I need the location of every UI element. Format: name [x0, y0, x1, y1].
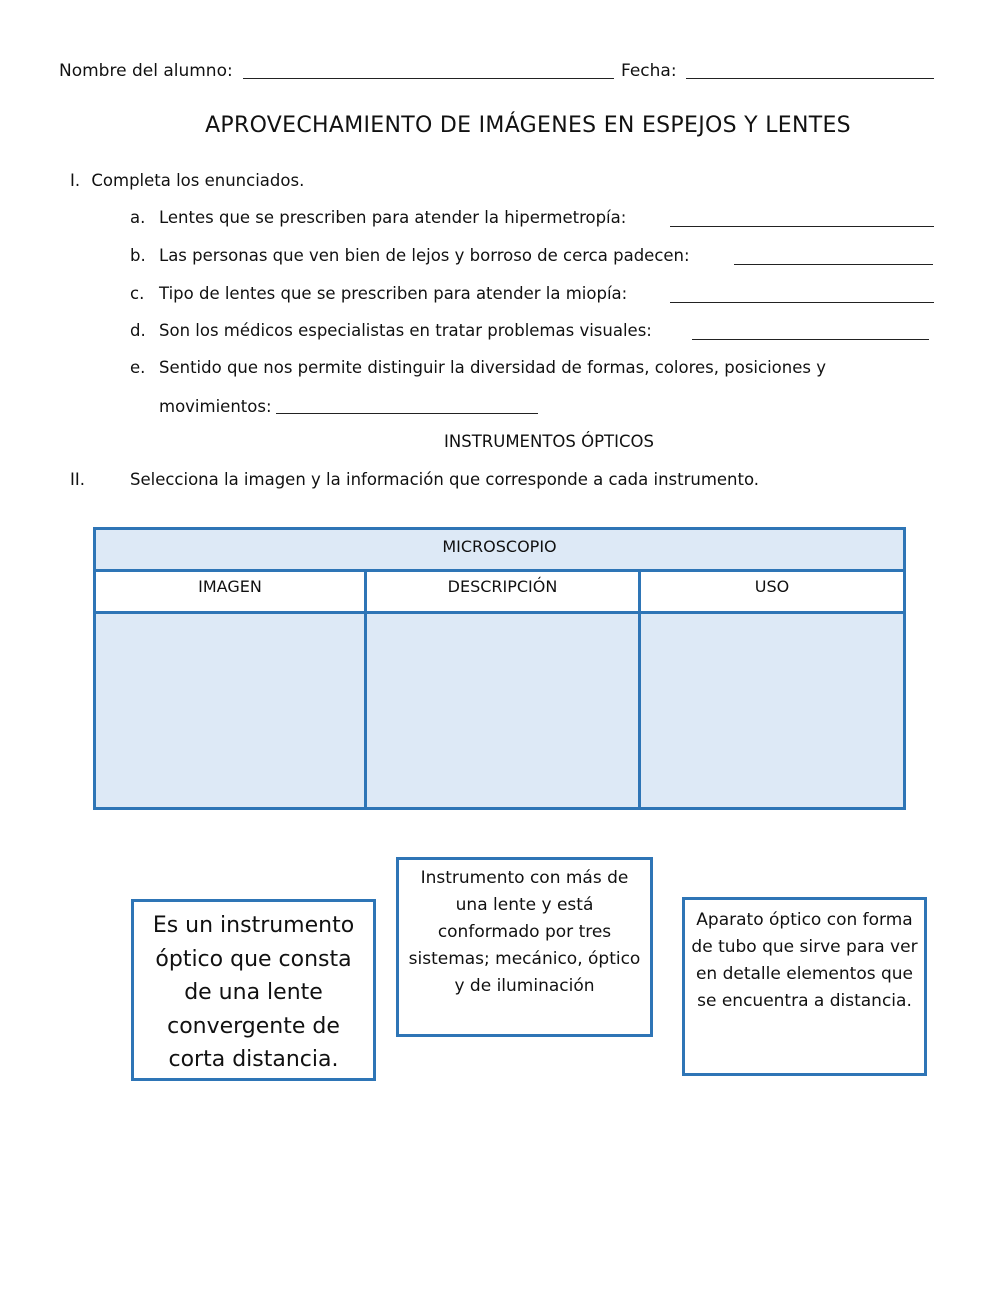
list-item — [130, 321, 935, 345]
item-letter: e. — [130, 358, 146, 377]
section1-heading — [70, 171, 304, 190]
item-letter: b. — [130, 246, 146, 265]
date-field[interactable] — [686, 78, 934, 79]
section2-instruction: Selecciona la imagen y la información que corresponde a cada instrumento. — [130, 470, 760, 489]
section1-instruction: Completa los enunciados. — [91, 171, 305, 190]
student-name-field[interactable] — [243, 78, 614, 79]
table-header-image: IMAGEN — [96, 572, 367, 614]
table-header-description: DESCRIPCIÓN — [367, 572, 641, 614]
answer-field-d[interactable] — [692, 339, 929, 340]
table-title: MICROSCOPIO — [96, 530, 903, 572]
answer-field-a[interactable] — [670, 226, 934, 227]
list-item — [130, 246, 935, 270]
item-text: Son los médicos especialistas en tratar problemas visuales: — [159, 321, 652, 340]
list-item — [130, 358, 935, 382]
table-header-use: USO — [641, 572, 903, 614]
list-item — [130, 284, 935, 308]
section-subtitle: INSTRUMENTOS ÓPTICOS — [444, 432, 654, 451]
page-title: APROVECHAMIENTO DE IMÁGENES EN ESPEJOS Y LENTES — [205, 113, 851, 138]
drop-zone-use[interactable] — [641, 614, 903, 807]
instrument-table — [93, 527, 906, 810]
section1-numeral: I. — [70, 171, 81, 190]
option-card-microscopio[interactable]: Instrumento con más de una lente y está conformado por tres sistemas; mecánico, óptico y de iluminación — [396, 857, 653, 1037]
student-name-label: Nombre del alumno: — [59, 61, 233, 81]
item-letter: d. — [130, 321, 146, 340]
option-card-lupa[interactable]: Es un instrumento óptico que consta de una lente convergente de corta distancia. — [131, 899, 376, 1081]
item-text: Las personas que ven bien de lejos y borroso de cerca padecen: — [159, 246, 690, 265]
list-item — [130, 208, 935, 232]
item-letter: a. — [130, 208, 146, 227]
item-text: Lentes que se prescriben para atender la hipermetropía: — [159, 208, 627, 227]
answer-field-e[interactable] — [276, 413, 538, 414]
date-label: Fecha: — [621, 61, 677, 81]
section2-numeral: II. — [70, 470, 85, 489]
item-letter: c. — [130, 284, 145, 303]
drop-zone-image[interactable] — [96, 614, 367, 807]
item-continuation: movimientos: — [159, 397, 272, 416]
answer-field-b[interactable] — [734, 264, 933, 265]
answer-field-c[interactable] — [670, 302, 934, 303]
item-text: Tipo de lentes que se prescriben para atender la miopía: — [159, 284, 628, 303]
option-card-telescopio[interactable]: Aparato óptico con forma de tubo que sirve para ver en detalle elementos que se encuentra a distancia. — [682, 897, 927, 1076]
drop-zone-description[interactable] — [367, 614, 641, 807]
item-text: Sentido que nos permite distinguir la diversidad de formas, colores, posiciones y — [159, 358, 826, 377]
